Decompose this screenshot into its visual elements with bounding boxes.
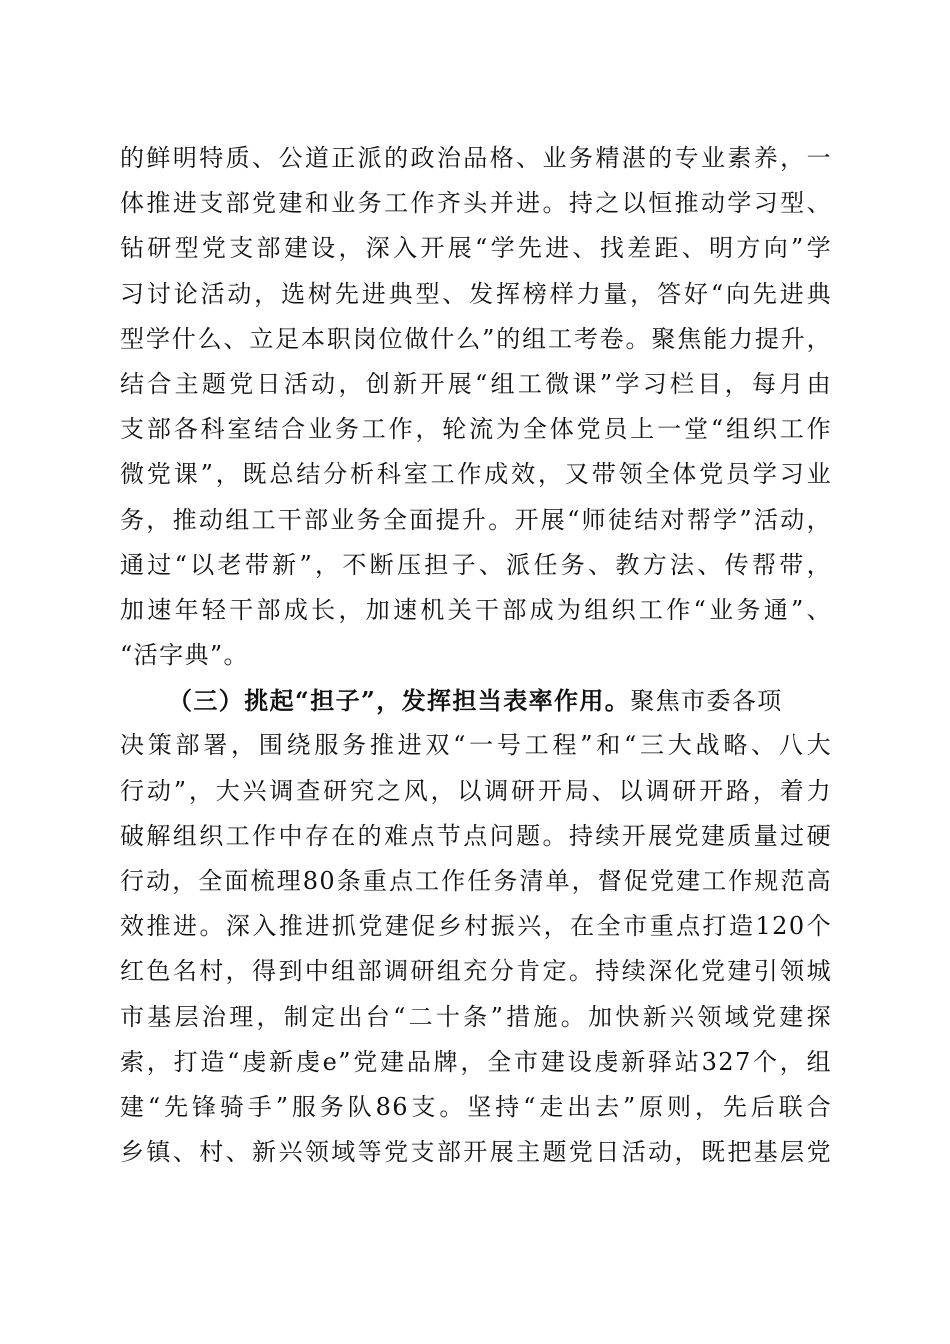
text-line: 体推进支部党建和业务工作齐头并进。持之以恒推动学习型、 (120, 189, 832, 218)
text-line: 微党课”，既总结分析科室工作成效，又带领全体党员学习业 (120, 460, 832, 489)
text-line: 加速年轻干部成长，加速机关干部成为组织工作“业务通”、 (120, 595, 832, 624)
text-line: “活字典”。 (120, 641, 249, 670)
paragraph-2 (120, 678, 832, 1175)
text-line: 红色名村，得到中组部调研组充分肯定。持续深化党建引领城 (120, 957, 832, 986)
text-line: 行动，全面梳理80条重点工作任务清单，督促党建工作规范高 (120, 867, 832, 895)
text-line: 习讨论活动，选树先进典型、发挥榜样力量，答好“向先进典 (120, 279, 832, 308)
text-line: 钻研型党支部建设，深入开展“学先进、找差距、明方向”学 (120, 234, 832, 263)
text-line: 建“先锋骑手”服务队86支。坚持“走出去”原则，先后联合 (120, 1092, 832, 1121)
text-line: 通过“以老带新”，不断压担子、派任务、教方法、传帮带， (120, 550, 832, 579)
document-body (120, 136, 832, 1175)
text-line: 市基层治理，制定出台“二十条”措施。加快新兴领域党建探 (120, 1002, 832, 1031)
text-line: 破解组织工作中存在的难点节点问题。持续开展党建质量过硬 (120, 821, 832, 850)
text-line: 的鲜明特质、公道正派的政治品格、业务精湛的专业素养，一 (120, 144, 832, 172)
text-line: 乡镇、村、新兴领域等党支部开展主题党日活动，既把基层党 (120, 1138, 832, 1167)
text-line: 行动”，大兴调查研究之风，以调研开局、以调研开路，着力 (120, 776, 832, 805)
section-heading: （三）挑起“担子”，发挥担当表率作用。 (168, 686, 631, 716)
text-line: 决策部署，围绕服务推进双“一号工程”和“三大战略、八大 (120, 731, 832, 760)
text-line: 效推进。深入推进抓党建促乡村振兴，在全市重点打造120个 (120, 912, 832, 941)
heading-line-rest: 聚焦市委各项 (630, 687, 783, 716)
text-line: 索，打造“虔新虔e”党建品牌，全市建设虔新驿站327个，组 (120, 1047, 832, 1076)
paragraph-1 (120, 136, 832, 678)
text-line: 务，推动组工干部业务全面提升。开展“师徒结对帮学”活动， (120, 505, 832, 534)
text-line: 结合主题党日活动，创新开展“组工微课”学习栏目，每月由 (120, 369, 832, 398)
text-line: 型学什么、立足本职岗位做什么”的组工考卷。聚焦能力提升， (120, 324, 832, 353)
heading-line (120, 678, 832, 723)
text-line: 支部各科室结合业务工作，轮流为全体党员上一堂“组织工作 (120, 415, 832, 444)
